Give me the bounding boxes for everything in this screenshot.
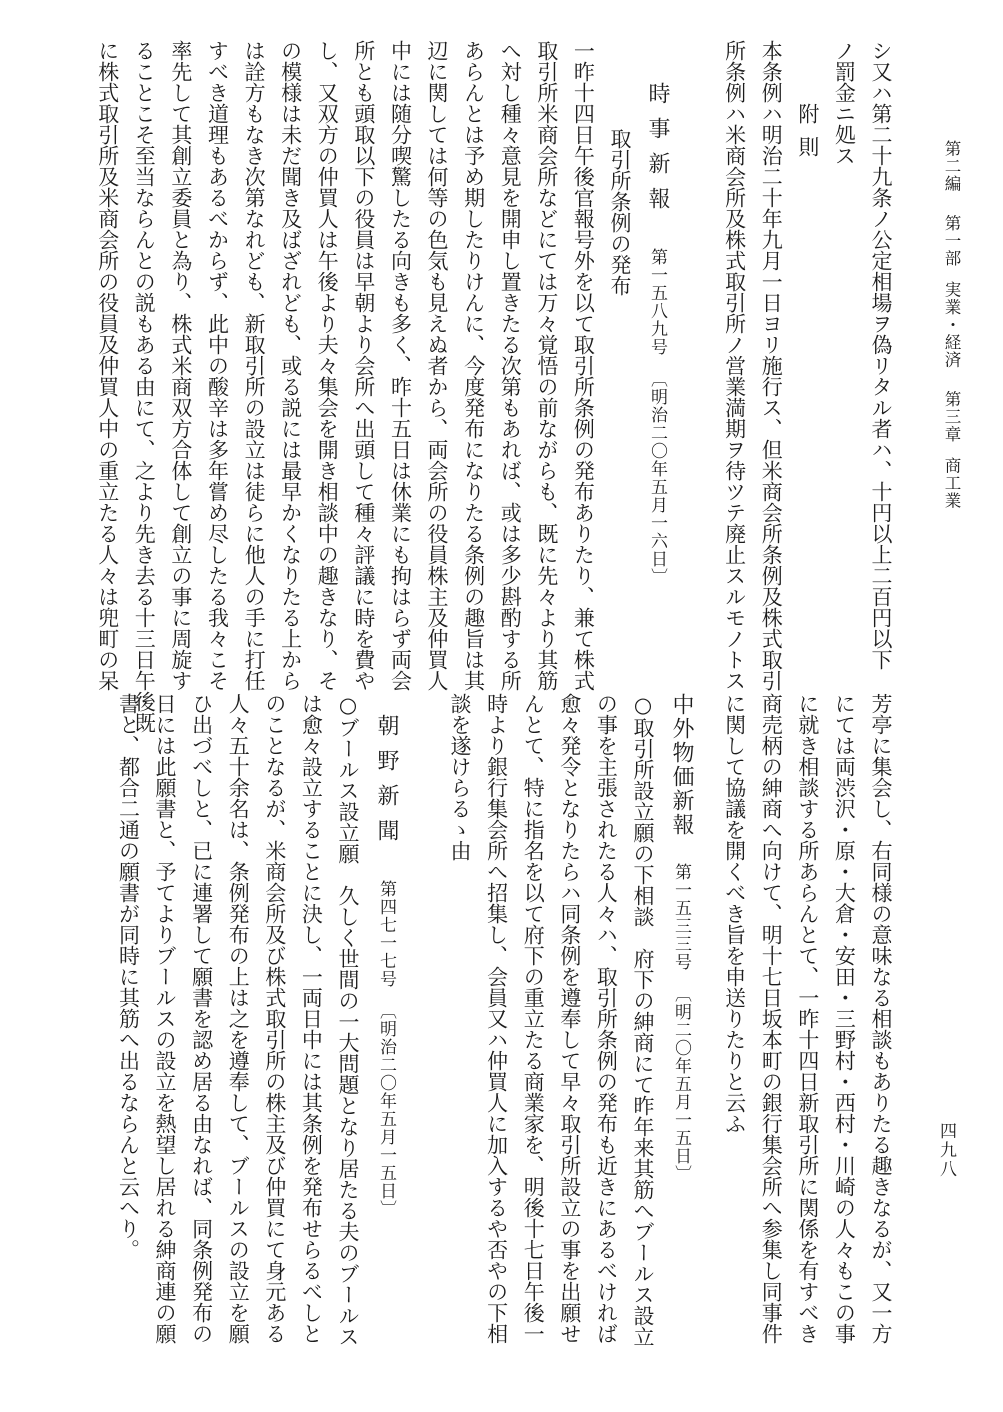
fusoku-line: 本条例ハ明治二十年九月一日ヨリ施行ス、但米商会所条例及株式取引	[759, 40, 784, 691]
article-line: ○ブールス設立願 久しく世間の一大問題となり居たる夫のブールス	[336, 693, 360, 1347]
continuation-block	[716, 693, 899, 1344]
header-part: 第二編	[942, 140, 961, 193]
article-line: 率先して其創立委員と為り、株式米商双方合体して創立の事に周旋す	[168, 40, 193, 691]
article-line: に就き相談する所あらんとて、一昨十四日新取引所に関係を有すべき	[795, 693, 820, 1344]
article-line: は詮方もなき次第なれども、新取引所の設立は徒らに他人の手に打任	[242, 40, 267, 691]
choya-title-line	[366, 693, 406, 1347]
article-line: 一昨十四日午後官報号外を以て取引所条例の発布ありたり、兼て株式	[571, 40, 596, 691]
article-line: にては両渋沢・原・大倉・安田・三野村・西村・川崎の人々もこの事	[832, 693, 857, 1344]
article-line: 辺に関しては何等の色気も見えぬ者から、両会所の役員株主及仲買人	[425, 40, 450, 691]
article-line: 人々五十余名は、条例発布の上は之を遵奉して、ブールスの設立を願	[226, 693, 251, 1344]
article-line: 愈々発令となりたらハ同条例を遵奉して早々取引所設立の事を出願せ	[557, 693, 582, 1344]
article-line: ひ出づべしと、已に連署して願書を認め居る由なれば、同条例発布の	[189, 693, 214, 1344]
header-subject: 実業・経済	[942, 281, 961, 369]
running-header	[943, 140, 960, 510]
chugai-bukka-block	[441, 693, 701, 1347]
chugai-issue: 第一五三三号	[671, 863, 691, 971]
article-line: の模様は未だ聞き及ばざれども、或る説には最早かくなりたる上から	[278, 40, 303, 691]
article-line: 書と、都合二通の願書が同時に其筋へ出るならんと云へり。	[116, 693, 141, 1260]
choya-issue: 第四七一七号	[376, 880, 396, 988]
article-line: へ対し種々意見を開申し置きたる次第もあれば、或は多少斟酌する所	[498, 40, 523, 691]
page-number: 四九八	[936, 1122, 956, 1179]
fusoku-heading: 附則	[795, 103, 820, 169]
article-line: 中には随分喫驚したる向きも多く、昨十五日は休業にも拘はらず両会	[388, 40, 413, 691]
chugai-title: 中外物価新報	[669, 693, 694, 837]
header-chapter-title: 商工業	[942, 457, 961, 510]
jiji-title-line	[638, 40, 676, 733]
law-line: シ又ハ第二十九条ノ公定相場ヲ偽リタル者ハ、十円以上二百円以下	[869, 40, 893, 670]
jiji-issue: 第一五八九号	[647, 248, 667, 356]
article-line: に関して協議を開くべき旨を申送りたりと云ふ	[722, 693, 747, 1134]
chugai-date: 〔明二〇年五月一五日〕	[671, 985, 691, 1183]
jiji-headline: 取引所条例の発布	[608, 128, 632, 296]
jiji-title: 時事新報	[645, 82, 670, 222]
article-line: ることこそ至当ならんとの説もある由にて、之より先き去る十三日午後既	[132, 40, 157, 733]
header-section: 第一部	[942, 214, 961, 267]
article-line: あらんとは予め期したりけんに、今度発布になりたる条例の趣旨は其	[461, 40, 486, 691]
article-line: 商売柄の紳商へ向けて、明十七日坂本町の銀行集会所へ参集し同事件	[759, 693, 784, 1344]
header-chapter: 第三章	[942, 390, 961, 443]
article-line: んとて、特に指名を以て府下の重立たる商業家を、明後十七日午後一	[521, 693, 546, 1344]
article-line: に株式取引所及米商会所の役員及仲買人中の重立たる人々は兜町の呆	[95, 40, 120, 691]
article-line: は愈々設立することに決し、一両日中には其条例を発布せらるべしと	[299, 693, 324, 1344]
choya-date: 〔明治二〇年五月一五日〕	[376, 1002, 396, 1218]
article-line: 時より銀行集会所へ招集し、会員又ハ仲買人に加入するや否やの下相	[484, 693, 509, 1344]
article-line: ○取引所設立願の下相談 府下の紳商にて昨年来其筋へブールス設立	[631, 693, 655, 1347]
article-line: 所とも頭取以下の役員は早朝より会所へ出頭して種々評議に時を費や	[351, 40, 376, 691]
article-line: し、又双方の仲買人は午後より夫々集会を開き相談中の趣きなり、そ	[315, 40, 340, 691]
choya-shinbun-block	[110, 693, 406, 1347]
article-line: 取引所米商会所などにては万々覚悟の前ながらも、既に先々より其筋	[534, 40, 559, 691]
article-line: の事を主張されたる人々ハ、取引所条例の発布も近きにあるべければ	[594, 693, 619, 1344]
article-line: 日には此願書と、予てよりブールスの設立を熱望し居れる紳商連の願	[153, 693, 178, 1344]
fusoku-line: 所条例ハ米商会所及株式取引所ノ営業満期ヲ待ツテ廃止スルモノトス	[722, 40, 747, 691]
top-law-block	[716, 40, 899, 691]
chugai-title-line	[661, 693, 701, 1347]
article-line: 芳亭に集会し、右同様の意味なる相談もありたる趣きなるが、又一方	[869, 693, 893, 1344]
jiji-date: 〔明治二〇年五月一六日〕	[647, 370, 667, 586]
jiji-shinpo-block	[89, 40, 676, 733]
article-line: すべき道理もあるべからず、此中の酸辛は多年嘗め尽したる我々こそ	[205, 40, 230, 691]
choya-title: 朝野新聞	[374, 714, 399, 854]
law-line: ノ罰金ニ処ス	[832, 40, 857, 166]
article-line: 談を遂けらるゝ由	[448, 693, 473, 861]
article-line: のことなるが、米商会所及び株式取引所の株主及び仲買にて身元ある	[262, 693, 287, 1344]
